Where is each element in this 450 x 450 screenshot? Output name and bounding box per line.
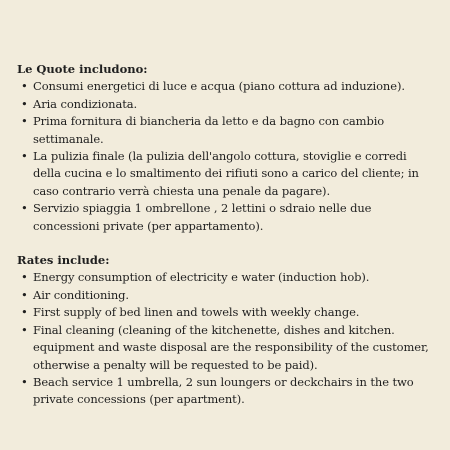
bullet-icon: •: [21, 96, 28, 111]
bullet-icon: •: [21, 114, 28, 129]
bullet-icon: •: [21, 287, 28, 302]
list-item: [17, 374, 432, 409]
bullet-icon: •: [21, 79, 28, 94]
list-item-text: Beach service 1 umbrella, 2 sun loungers or deckchairs in the two private concessions (per apartment).: [33, 374, 414, 407]
bullet-icon: •: [21, 149, 28, 164]
list-item: [17, 96, 432, 113]
list-item: [17, 287, 432, 304]
bullet-icon: •: [21, 201, 28, 216]
list-item-text: Final cleaning (cleaning of the kitchenette, dishes and kitchen. equipment and waste disposal are the responsibility of the customer, otherwise a penalty will be requested to be paid).: [33, 322, 429, 372]
list-item: [17, 269, 432, 286]
list-item: [17, 78, 432, 95]
list-item-text: Aria condizionata.: [33, 96, 138, 111]
list-item: [17, 113, 432, 148]
list-item-text: Consumi energetici di luce e acqua (piano cottura ad induzione).: [33, 79, 405, 94]
section-heading-italian: Le Quote includono:: [17, 62, 148, 76]
list-item: [17, 322, 432, 374]
section-italian: [17, 61, 432, 235]
bullet-icon: •: [21, 322, 28, 337]
bullet-icon: •: [21, 270, 28, 285]
list-item: [17, 148, 432, 200]
list-item-text: Air conditioning.: [33, 287, 129, 302]
section-heading-english: Rates include:: [17, 253, 110, 268]
list-item-text: First supply of bed linen and towels with weekly change.: [33, 305, 360, 320]
bullet-icon: •: [21, 305, 28, 320]
bullet-icon: •: [21, 374, 28, 389]
included-list-english: [17, 269, 432, 408]
list-item-text: Energy consumption of electricity e water (induction hob).: [33, 270, 370, 285]
list-item: [17, 304, 432, 321]
included-list-italian: [17, 78, 432, 235]
list-item: [17, 200, 432, 235]
list-item-text: Prima fornitura di biancheria da letto e da bagno con cambio settimanale.: [33, 114, 385, 146]
section-english: [17, 252, 432, 409]
list-item-text: La pulizia finale (la pulizia dell'angolo cottura, stoviglie e corredi della cucina e lo smaltimento dei rifiuti sono a carico del cliente; in caso contrario verrà chiesta una penale da pagare).: [33, 149, 419, 198]
list-item-text: Servizio spiaggia 1 ombrellone , 2 lettini o sdraio nelle due concessioni private (per appartamento).: [33, 201, 372, 233]
